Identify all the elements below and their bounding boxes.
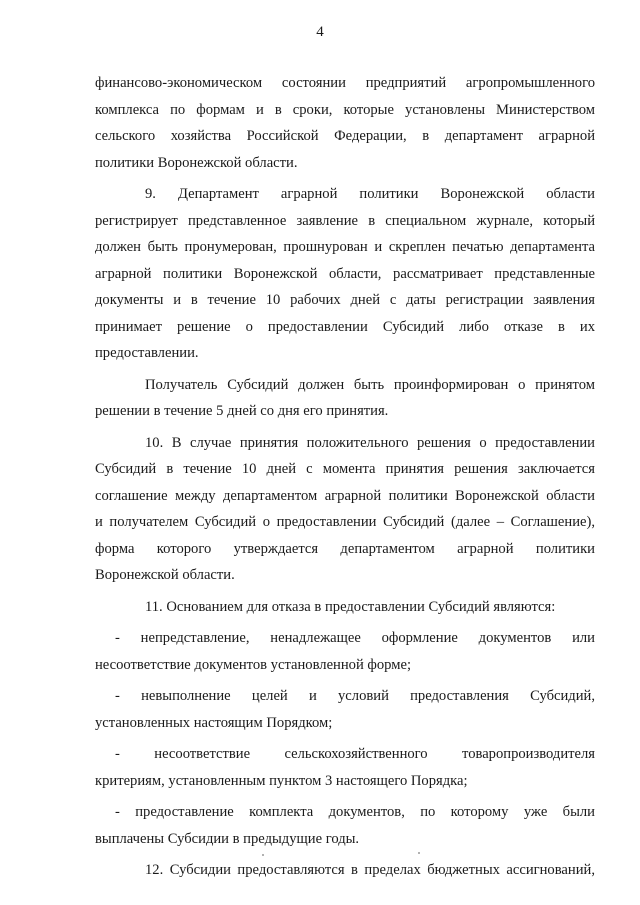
text-line: регистрирует представленное заявление в специальном журнале, который bbox=[95, 212, 595, 229]
text-line: установленных настоящим Порядком; bbox=[95, 714, 333, 731]
text-line: Воронежской области. bbox=[95, 567, 235, 583]
text-line: - непредставление, ненадлежащее оформление документов или bbox=[115, 630, 595, 646]
document-body bbox=[95, 70, 595, 884]
paragraph bbox=[95, 372, 595, 425]
text-line: 11. Основанием для отказа в предоставлении Субсидий являются: bbox=[145, 598, 556, 615]
text-line: финансово-экономическом состоянии предприятий агропромышленного bbox=[95, 75, 595, 91]
list-item bbox=[95, 625, 595, 678]
text-line: критериям, установленным пунктом 3 настоящего Порядка; bbox=[95, 772, 468, 789]
text-line: - невыполнение целей и условий предоставления Субсидий, bbox=[115, 688, 595, 704]
text-line: Получатель Субсидий должен быть проинформирован о принятом bbox=[145, 376, 595, 393]
text-line: 9. Департамент аграрной политики Воронежской области bbox=[145, 186, 595, 202]
text-line: - несоответствие сельскохозяйственного товаропроизводителя bbox=[115, 746, 595, 762]
list-item bbox=[95, 741, 595, 794]
text-line: 10. В случае принятия положительного решения о предоставлении bbox=[145, 434, 595, 451]
text-line: и получателем Субсидий о предоставлении Субсидий (далее – Соглашение), bbox=[95, 514, 595, 530]
paragraph bbox=[95, 594, 595, 621]
paragraph bbox=[95, 70, 595, 176]
text-line: несоответствие документов установленной форме; bbox=[95, 656, 412, 673]
text-line: комплекса по формам и в сроки, которые установлены Министерством bbox=[95, 101, 595, 118]
text-line: политики Воронежской области. bbox=[95, 154, 298, 171]
text-line: 12. Субсидии предоставляются в пределах бюджетных ассигнований, bbox=[145, 862, 595, 878]
list-item bbox=[95, 683, 595, 736]
page-number: 4 bbox=[316, 24, 324, 40]
text-line: выплачены Субсидии в предыдущие годы. bbox=[95, 830, 360, 847]
text-line: форма которого утверждается департаментом аграрной политики bbox=[95, 540, 595, 557]
text-line: документы и в течение 10 рабочих дней с даты регистрации заявления bbox=[95, 292, 595, 308]
text-line: - предоставление комплекта документов, по которому уже были bbox=[115, 804, 595, 820]
paragraph bbox=[95, 430, 595, 589]
paragraph bbox=[95, 181, 595, 367]
text-line: должен быть пронумерован, прошнурован и скреплен печатью департамента bbox=[95, 239, 595, 255]
text-line: предоставлении. bbox=[95, 345, 199, 361]
text-line: принимает решение о предоставлении Субсидий либо отказе в их bbox=[95, 318, 595, 335]
scan-speck bbox=[262, 854, 264, 856]
text-line: соглашение между департаментом аграрной политики Воронежской области bbox=[95, 487, 595, 504]
text-line: аграрной политики Воронежской области, рассматривает представленные bbox=[95, 265, 595, 282]
text-line: Субсидий в течение 10 дней с момента принятия решения заключается bbox=[95, 461, 595, 477]
scan-speck bbox=[418, 852, 420, 854]
text-line: решении в течение 5 дней со дня его принятия. bbox=[95, 403, 389, 419]
list-item bbox=[95, 799, 595, 852]
text-line: сельского хозяйства Российской Федерации, в департамент аграрной bbox=[95, 128, 595, 144]
paragraph bbox=[95, 857, 595, 884]
